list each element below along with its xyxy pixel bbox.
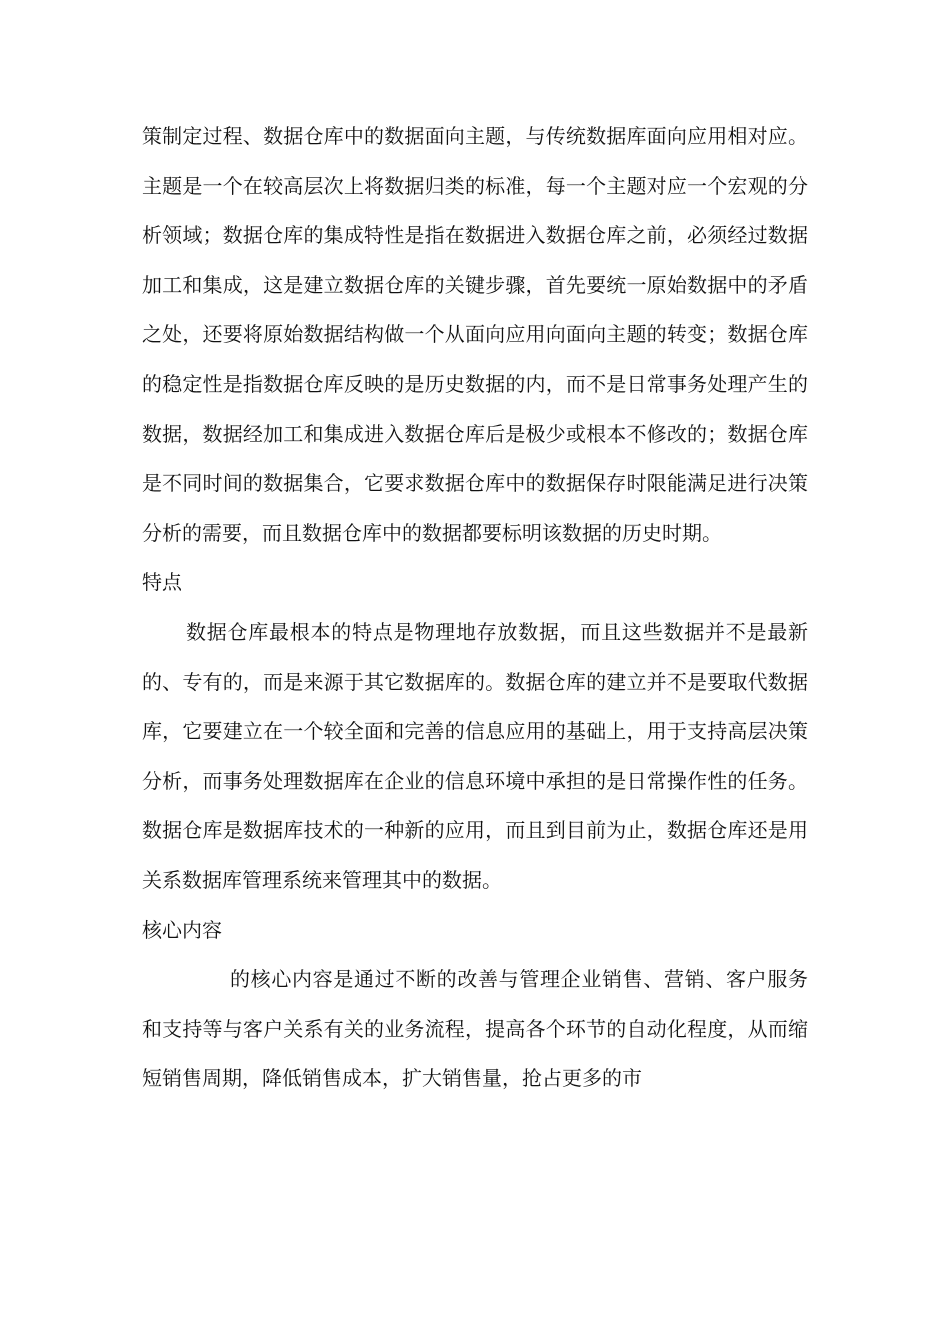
paragraph-features: 数据仓库最根本的特点是物理地存放数据，而且这些数据并不是最新的、专有的，而是来源于其它数据库的。数据仓库的建立并不是要取代数据库，它要建立在一个较全面和完善的信息应用的基础上，用于支持高层决策分析，而事务处理数据库在企业的信息环境中承担的是日常操作性的任务。数据仓库是数据库技术的一种新的应用，而且到目前为止，数据仓库还是用关系数据库管理系统来管理其中的数据。 [142,619,808,892]
paragraph-core-content: 的核心内容是通过不断的改善与管理企业销售、营销、客户服务和支持等与客户关系有关的业务流程，提高各个环节的自动化程度，从而缩短销售周期，降低销售成本，扩大销售量，抢占更多的市 [142,967,808,1091]
paragraph-data-warehouse-characteristics: 策制定过程、数据仓库中的数据面向主题，与传统数据库面向应用相对应。主题是一个在较高层次上将数据归类的标准，每一个主题对应一个宏观的分析领域；数据仓库的集成特性是指在数据进入数据仓库之前，必须经过数据加工和集成，这是建立数据仓库的关键步骤，首先要统一原始数据中的矛盾之处，还要将原始数据结构做一个从面向应用向面向主题的转变；数据仓库的稳定性是指数据仓库反映的是历史数据的内，而不是日常事务处理产生的数据，数据经加工和集成进入数据仓库后是极少或根本不修改的；数据仓库是不同时间的数据集合，它要求数据仓库中的数据保存时限能满足进行决策分析的需要，而且数据仓库中的数据都要标明该数据的历史时期。 [142,124,808,545]
document-page [142,112,808,1104]
section-heading-core-content: 核心内容 [142,917,222,942]
section-heading-features: 特点 [142,570,182,595]
